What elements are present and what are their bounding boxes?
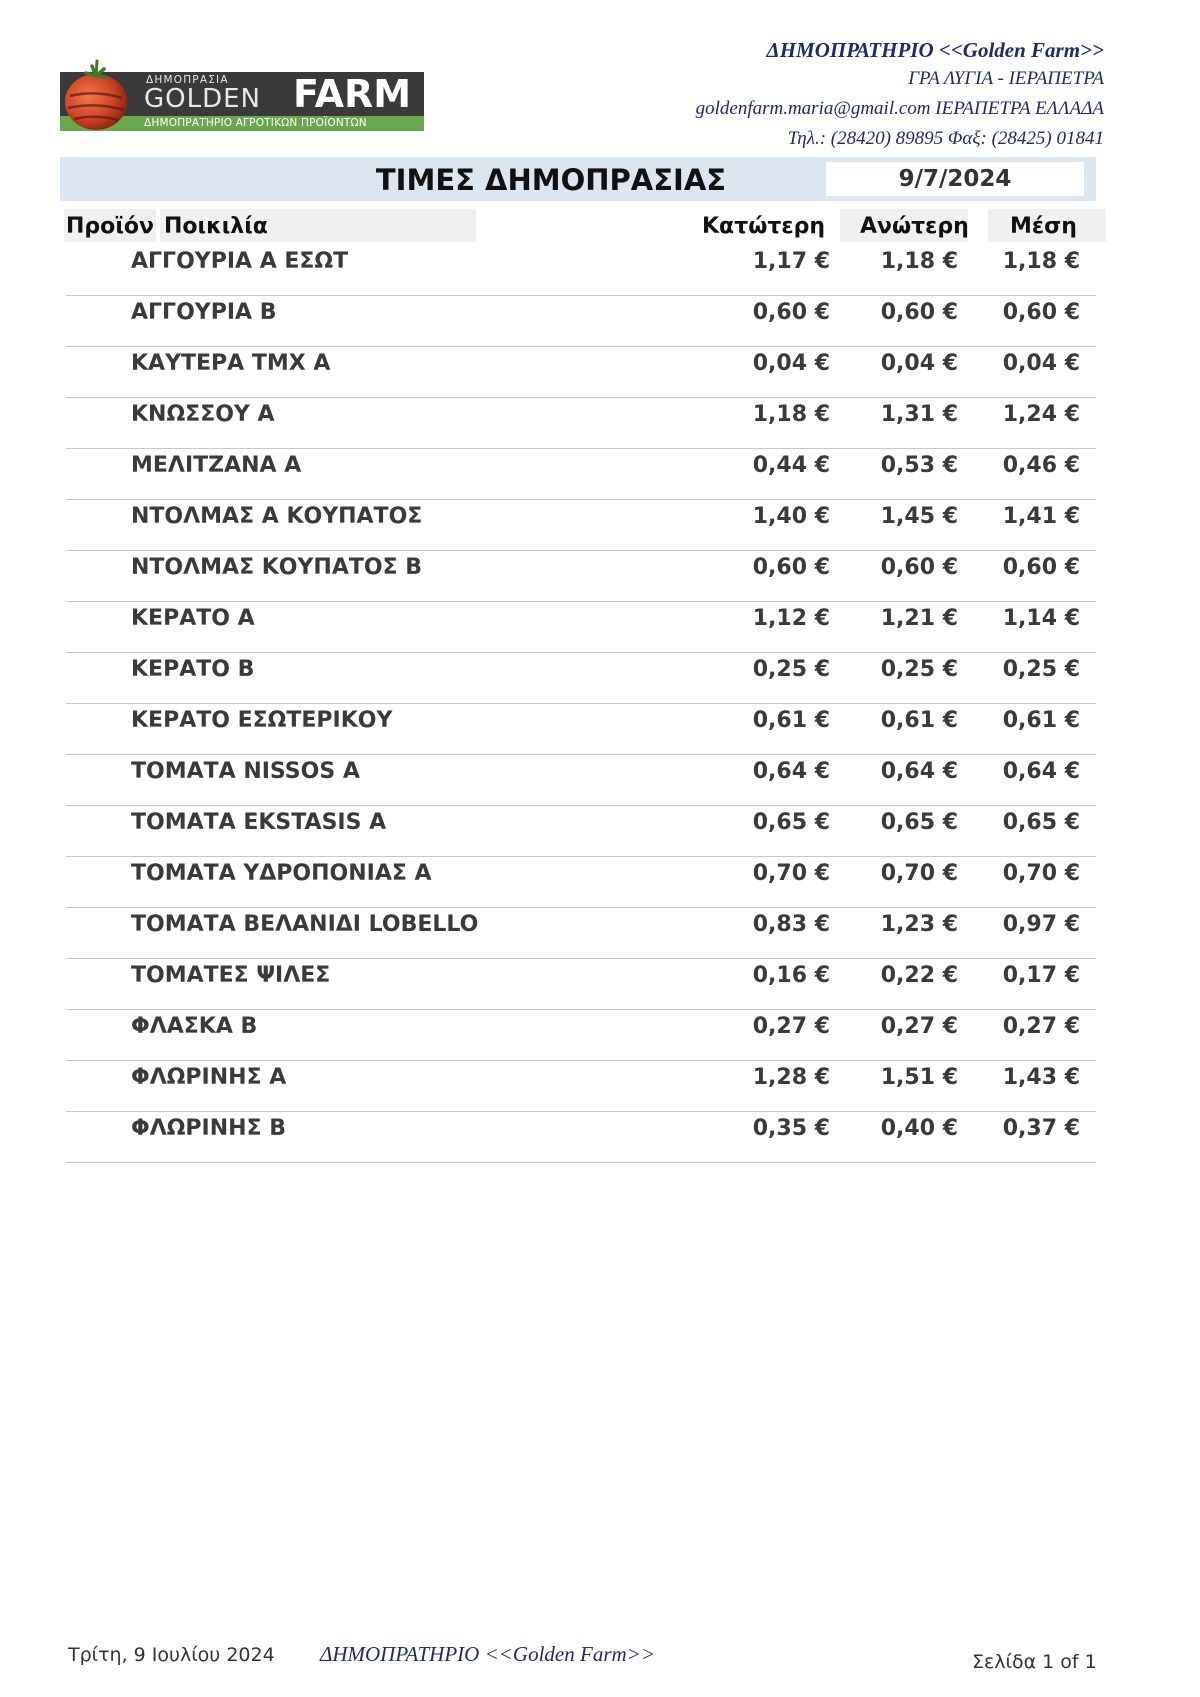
table-row [66, 601, 1096, 653]
table-row [66, 1060, 1096, 1112]
table-row [66, 397, 1096, 449]
product-name: ΦΛΩΡΙΝΗΣ Α [131, 1065, 287, 1090]
auction-house-name: ΔΗΜΟΠΡΑΤΗΡΙΟ <<Golden Farm>> [766, 38, 1104, 62]
table-row [66, 754, 1096, 806]
column-header-min: Κατώτερη [702, 214, 826, 239]
price-min: 0,44 € [752, 453, 830, 478]
price-min: 0,60 € [752, 300, 830, 325]
logo-farm-text: FARM [293, 72, 412, 116]
auction-house-location: ΓΡΑ ΛΥΓΙΑ - ΙΕΡΑΠΕΤΡΑ [908, 68, 1104, 89]
table-row [66, 244, 1096, 296]
product-name: ΜΕΛΙΤΖΑΝΑ Α [131, 453, 302, 478]
table-row [66, 448, 1096, 500]
table-row [66, 805, 1096, 857]
table-row [66, 346, 1096, 398]
product-name: ΦΛΩΡΙΝΗΣ Β [131, 1116, 287, 1141]
table-row [66, 499, 1096, 551]
price-max: 0,60 € [880, 300, 958, 325]
price-avg: 0,70 € [1002, 861, 1080, 886]
price-max: 0,53 € [880, 453, 958, 478]
product-name: ΑΓΓΟΥΡΙΑ Α ΕΣΩΤ [131, 249, 349, 274]
footer-page-number: Σελίδα 1 of 1 [972, 1651, 1097, 1673]
price-max: 0,04 € [880, 351, 958, 376]
price-max: 1,18 € [880, 249, 958, 274]
price-max: 0,25 € [880, 657, 958, 682]
price-avg: 0,46 € [1002, 453, 1080, 478]
table-row [66, 550, 1096, 602]
price-avg: 0,25 € [1002, 657, 1080, 682]
table-row [66, 1111, 1096, 1163]
price-max: 0,40 € [880, 1116, 958, 1141]
price-max: 0,70 € [880, 861, 958, 886]
auction-date: 9/7/2024 [826, 162, 1084, 196]
price-min: 0,61 € [752, 708, 830, 733]
price-min: 1,18 € [752, 402, 830, 427]
product-name: ΚΕΡΑΤΟ ΕΣΩΤΕΡΙΚΟΥ [131, 708, 393, 733]
price-max: 1,45 € [880, 504, 958, 529]
table-row [66, 652, 1096, 704]
price-min: 0,60 € [752, 555, 830, 580]
price-avg: 0,60 € [1002, 300, 1080, 325]
price-max: 0,61 € [880, 708, 958, 733]
table-row [66, 958, 1096, 1010]
auction-house-email: goldenfarm.maria@gmail.com ΙΕΡΑΠΕΤΡΑ ΕΛΛΑΔΑ [695, 98, 1104, 119]
price-min: 0,04 € [752, 351, 830, 376]
price-min: 0,83 € [752, 912, 830, 937]
price-avg: 0,60 € [1002, 555, 1080, 580]
price-max: 1,51 € [880, 1065, 958, 1090]
price-avg: 1,41 € [1002, 504, 1080, 529]
table-row [66, 856, 1096, 908]
price-min: 0,65 € [752, 810, 830, 835]
table-row [66, 907, 1096, 959]
product-name: ΝΤΟΛΜΑΣ Α ΚΟΥΠΑΤΟΣ [131, 504, 423, 529]
price-max: 0,65 € [880, 810, 958, 835]
logo-small-text: ΔΗΜΟΠΡΑΣΙΑ [146, 74, 229, 86]
product-name: ΤΟΜΑΤΑ ΒΕΛΑΝΙΔΙ LOBELLO [131, 912, 479, 937]
footer-auction-name: ΔΗΜΟΠΡΑΤΗΡΙΟ <<Golden Farm>> [320, 1642, 656, 1666]
product-name: ΤΟΜΑΤΑ NISSOS Α [131, 759, 360, 784]
table-row [66, 703, 1096, 755]
price-avg: 1,24 € [1002, 402, 1080, 427]
price-avg: 0,17 € [1002, 963, 1080, 988]
price-max: 0,64 € [880, 759, 958, 784]
price-min: 1,12 € [752, 606, 830, 631]
column-header-product: Προϊόν [66, 214, 154, 239]
product-name: ΝΤΟΛΜΑΣ ΚΟΥΠΑΤΟΣ Β [131, 555, 423, 580]
price-min: 1,40 € [752, 504, 830, 529]
product-name: ΚΕΡΑΤΟ Β [131, 657, 255, 682]
price-max: 0,27 € [880, 1014, 958, 1039]
product-name: ΑΓΓΟΥΡΙΑ Β [131, 300, 277, 325]
price-min: 0,27 € [752, 1014, 830, 1039]
company-logo [60, 56, 424, 132]
price-min: 0,64 € [752, 759, 830, 784]
price-avg: 1,14 € [1002, 606, 1080, 631]
logo-golden-text: GOLDEN [144, 84, 261, 114]
product-name: ΤΟΜΑΤΑ EKSTASIS Α [131, 810, 387, 835]
product-name: ΤΟΜΑΤΑ ΥΔΡΟΠΟΝΙΑΣ Α [131, 861, 432, 886]
product-name: ΤΟΜΑΤΕΣ ΨΙΛΕΣ [131, 963, 331, 988]
price-avg: 0,65 € [1002, 810, 1080, 835]
table-row [66, 295, 1096, 347]
price-avg: 0,27 € [1002, 1014, 1080, 1039]
product-name: ΚΑΥΤΕΡΑ ΤΜΧ Α [131, 351, 331, 376]
footer-date: Τρίτη, 9 Ιουλίου 2024 [68, 1644, 275, 1666]
auction-house-phone-fax: Τηλ.: (28420) 89895 Φαξ: (28425) 01841 [787, 128, 1104, 149]
price-avg: 1,18 € [1002, 249, 1080, 274]
price-avg: 0,61 € [1002, 708, 1080, 733]
column-header-max: Ανώτερη [860, 214, 969, 239]
price-max: 1,23 € [880, 912, 958, 937]
logo-tagline: ΔΗΜΟΠΡΑΤΗΡΙΟ ΑΓΡΟΤΙΚΩΝ ΠΡΟΪΟΝΤΩΝ [144, 117, 367, 129]
price-max: 1,31 € [880, 402, 958, 427]
price-min: 0,70 € [752, 861, 830, 886]
price-min: 1,28 € [752, 1065, 830, 1090]
product-name: ΚΝΩΣΣΟΥ Α [131, 402, 275, 427]
page-title: ΤΙΜΕΣ ΔΗΜΟΠΡΑΣΙΑΣ [375, 163, 727, 197]
column-header-variety: Ποικιλία [164, 214, 268, 239]
column-header-avg: Μέση [1010, 214, 1077, 239]
price-avg: 0,97 € [1002, 912, 1080, 937]
price-avg: 0,64 € [1002, 759, 1080, 784]
price-max: 0,60 € [880, 555, 958, 580]
price-min: 1,17 € [752, 249, 830, 274]
price-max: 0,22 € [880, 963, 958, 988]
price-min: 0,25 € [752, 657, 830, 682]
product-name: ΚΕΡΑΤΟ Α [131, 606, 255, 631]
price-min: 0,16 € [752, 963, 830, 988]
price-avg: 0,37 € [1002, 1116, 1080, 1141]
price-avg: 1,43 € [1002, 1065, 1080, 1090]
price-avg: 0,04 € [1002, 351, 1080, 376]
tomato-icon [62, 56, 134, 132]
price-min: 0,35 € [752, 1116, 830, 1141]
price-max: 1,21 € [880, 606, 958, 631]
product-name: ΦΛΑΣΚΑ Β [131, 1014, 258, 1039]
table-row [66, 1009, 1096, 1061]
